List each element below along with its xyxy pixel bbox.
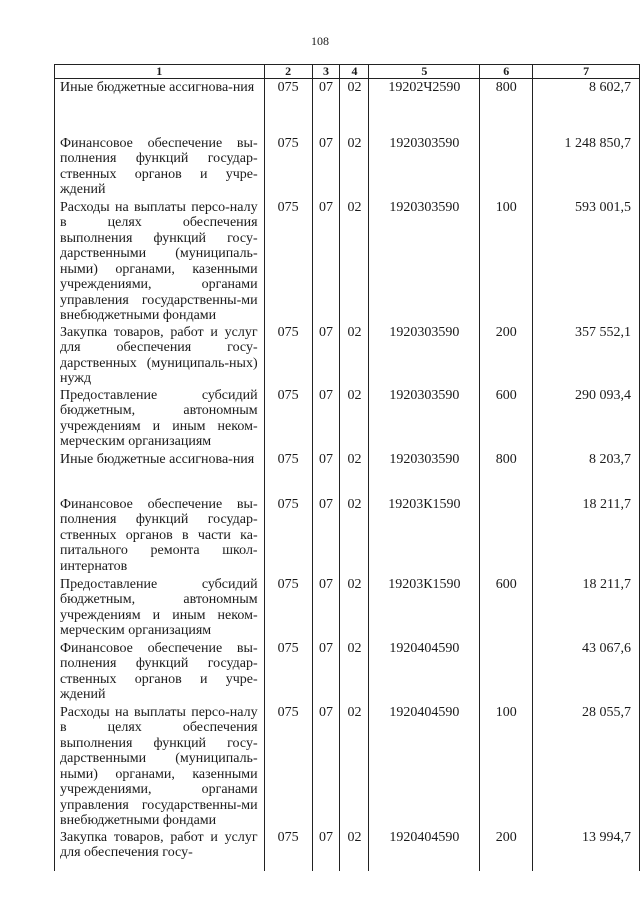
expense-type-code: 100 [480,704,533,829]
amount: 13 994,7 [533,829,640,871]
table-row [55,79,640,135]
expense-type-code: 200 [480,829,533,871]
amount: 8 203,7 [533,451,640,496]
column-header: 1 [55,65,265,79]
expense-type-code [480,135,533,199]
expense-type-code: 200 [480,324,533,387]
item-name: Закупка товаров, работ и услуг для обеспечения госу-дарственных (муниципаль-ных) нужд [55,324,265,387]
target-article-code: 1920303590 [369,199,480,324]
section-code: 07 [312,640,340,704]
amount: 357 552,1 [533,324,640,387]
subsection-code: 02 [340,640,369,704]
table-row [55,135,640,199]
target-article-code: 19202Ч2590 [369,79,480,135]
amount: 18 211,7 [533,496,640,576]
subsection-code: 02 [340,451,369,496]
section-code: 07 [312,199,340,324]
table-row [55,576,640,640]
expense-type-code: 600 [480,387,533,451]
section-code: 07 [312,387,340,451]
amount: 28 055,7 [533,704,640,829]
section-code: 07 [312,324,340,387]
expense-type-code: 100 [480,199,533,324]
expense-type-code: 600 [480,576,533,640]
column-header: 4 [340,65,369,79]
expense-type-code: 800 [480,451,533,496]
section-code: 07 [312,135,340,199]
budget-table [54,64,640,871]
item-name: Финансовое обеспечение вы-полнения функций государ-ственных органов в части ка-питального ремонта школ-интернатов [55,496,265,576]
chapter-code: 075 [264,640,312,704]
section-code: 07 [312,829,340,871]
chapter-code: 075 [264,704,312,829]
target-article-code: 1920303590 [369,387,480,451]
expense-type-code [480,640,533,704]
target-article-code: 1920404590 [369,640,480,704]
subsection-code: 02 [340,387,369,451]
expense-type-code: 800 [480,79,533,135]
chapter-code: 075 [264,79,312,135]
subsection-code: 02 [340,704,369,829]
chapter-code: 075 [264,576,312,640]
chapter-code: 075 [264,135,312,199]
item-name: Финансовое обеспечение вы-полнения функций государ-ственных органов и учре-ждений [55,640,265,704]
item-name: Иные бюджетные ассигнова-ния [55,79,265,135]
section-code: 07 [312,496,340,576]
section-code: 07 [312,704,340,829]
column-header: 7 [533,65,640,79]
subsection-code: 02 [340,79,369,135]
subsection-code: 02 [340,576,369,640]
table-row [55,704,640,829]
target-article-code: 1920303590 [369,451,480,496]
amount: 593 001,5 [533,199,640,324]
section-code: 07 [312,79,340,135]
amount: 8 602,7 [533,79,640,135]
column-header: 2 [264,65,312,79]
chapter-code: 075 [264,496,312,576]
chapter-code: 075 [264,451,312,496]
expense-type-code [480,496,533,576]
amount: 43 067,6 [533,640,640,704]
subsection-code: 02 [340,135,369,199]
amount: 1 248 850,7 [533,135,640,199]
item-name: Закупка товаров, работ и услуг для обеспечения госу- [55,829,265,871]
target-article-code: 1920404590 [369,829,480,871]
subsection-code: 02 [340,324,369,387]
table-row [55,829,640,871]
column-header: 6 [480,65,533,79]
page-number: 108 [311,34,329,48]
chapter-code: 075 [264,829,312,871]
table-row [55,387,640,451]
chapter-code: 075 [264,387,312,451]
table-row [55,324,640,387]
column-header: 3 [312,65,340,79]
table-row [55,640,640,704]
header-row [55,65,640,79]
target-article-code: 1920404590 [369,704,480,829]
amount: 18 211,7 [533,576,640,640]
table-row [55,451,640,496]
chapter-code: 075 [264,199,312,324]
item-name: Предоставление субсидий бюджетным, автономным учреждениям и иным неком-мерческим организациям [55,387,265,451]
amount: 290 093,4 [533,387,640,451]
item-name: Финансовое обеспечение вы-полнения функций государ-ственных органов и учре-ждений [55,135,265,199]
chapter-code: 075 [264,324,312,387]
subsection-code: 02 [340,199,369,324]
item-name: Расходы на выплаты персо-налу в целях обеспечения выполнения функций госу-дарственными (муниципаль-ными) органами, казенными учреждениями, органами управления государственны-ми внебюджетными фондами [55,704,265,829]
target-article-code: 19203К1590 [369,576,480,640]
target-article-code: 19203К1590 [369,496,480,576]
item-name: Предоставление субсидий бюджетным, автономным учреждениям и иным неком-мерческим организациям [55,576,265,640]
column-header: 5 [369,65,480,79]
section-code: 07 [312,451,340,496]
target-article-code: 1920303590 [369,135,480,199]
target-article-code: 1920303590 [369,324,480,387]
section-code: 07 [312,576,340,640]
subsection-code: 02 [340,829,369,871]
item-name: Иные бюджетные ассигнова-ния [55,451,265,496]
item-name: Расходы на выплаты персо-налу в целях обеспечения выполнения функций госу-дарственными (муниципаль-ными) органами, казенными учреждениями, органами управления государственны-ми внебюджетными фондами [55,199,265,324]
subsection-code: 02 [340,496,369,576]
table-row [55,496,640,576]
table-row [55,199,640,324]
